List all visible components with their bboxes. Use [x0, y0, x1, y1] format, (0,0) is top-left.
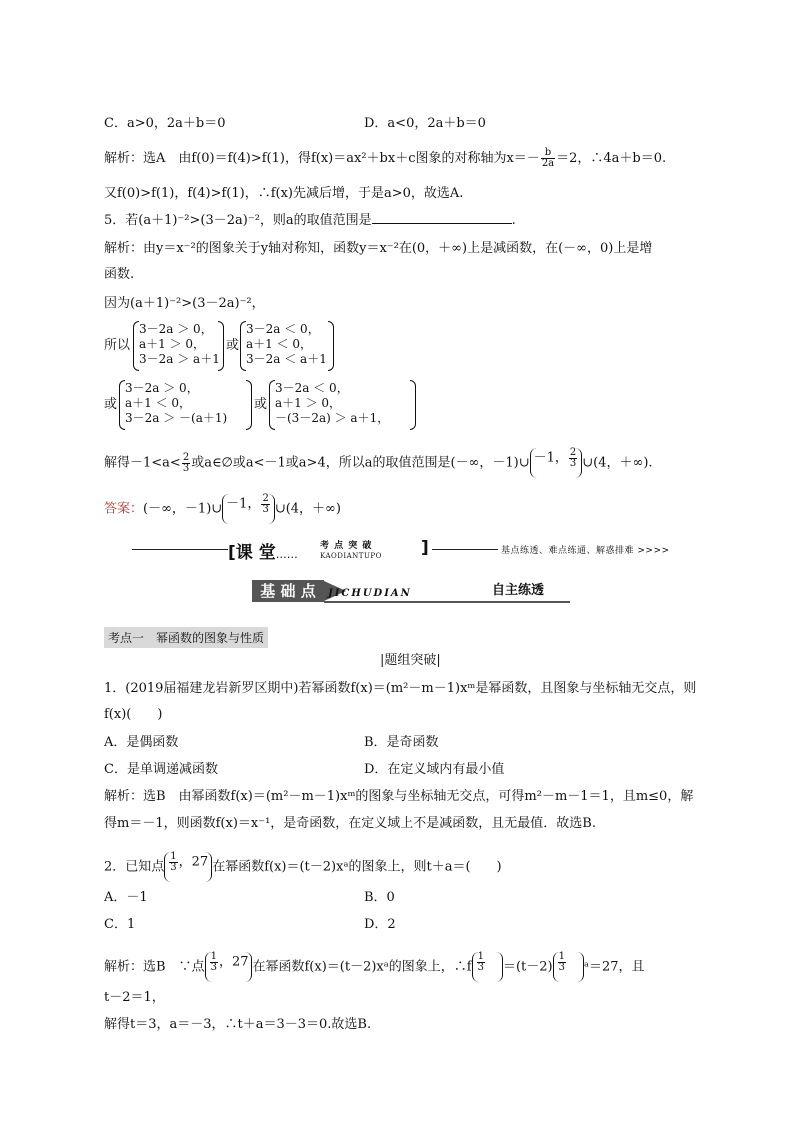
point-paren: $\frac{1}{3}$ ，27 [205, 952, 253, 982]
solution-5-line-2: 函数. [104, 267, 135, 282]
base-paren: $\frac{1}{3}$ [553, 952, 584, 982]
q1-option-d: D．在定义域内有最小值 [364, 762, 505, 777]
answer-line: 答案：(－∞，－1)∪ －1， $\frac{2}{3}$ ∪(4，＋∞) [104, 494, 341, 524]
or-label: 或 [254, 397, 268, 412]
q2-solution-1: 解析：选B ∵点 $\frac{1}{3}$ ，27 在幂函数f(x)＝(t－2)xᵃ的图象上，∴f $\frac{1}{3}$ ＝(t－2) $\frac{1}{3}$ ᵃ＝27，且 [104, 952, 645, 982]
group-title: |题组突破| [380, 653, 441, 668]
suoyi-label: 所以 [104, 338, 131, 353]
point-paren: $\frac{1}{3}$ ，27 [164, 852, 212, 882]
arg-paren: $\frac{1}{3}$ [472, 952, 503, 982]
banner-rule-right [432, 549, 498, 550]
solution-5-line-1: 解析：由y＝x⁻²的图象关于y轴对称知，函数y＝x⁻²在(0，＋∞)上是减函数，在(－∞，0)上是增 [104, 241, 653, 256]
banner-sub-cn: 考 点 突 破 [320, 541, 373, 551]
q2-solution-2: t－2＝1， [104, 990, 165, 1005]
answer-blank [372, 223, 512, 224]
interval-paren: －1， $\frac{2}{3}$ [222, 494, 275, 524]
brace [246, 380, 252, 430]
or-label: 或 [226, 338, 240, 353]
system-3: 3－2a ＞ 0， a＋1 ＜ 0， 3－2a ＞ －(a＋1) [125, 381, 228, 425]
system-4: 3－2a ＜ 0， a＋1 ＞ 0， －(3－2a) ＞ a＋1， [275, 381, 390, 425]
banner-tail: 基点练透、难点练通、解惑排难 >>>> [501, 546, 670, 556]
jichudian-en: JICHUDIAN [328, 588, 412, 599]
system-1: 3－2a ＞ 0， a＋1 ＞ 0， 3－2a ＞ a＋1 [139, 322, 220, 366]
solution-4-line-1: 解析：选A 由f(0)＝f(4)>f(1)，得f(x)＝ax²＋bx＋c图象的对称轴为x＝－ $\frac{b}{2a}$ ＝2，∴4a＋b＝0. [104, 147, 667, 169]
banner-rule-left [132, 549, 228, 550]
q1-option-b: B．是奇函数 [364, 735, 439, 750]
or-label: 或 [104, 397, 118, 412]
option-c-prev: C．a>0，2a＋b＝0 [104, 116, 226, 131]
jichudian-box: 基 础 点 [252, 580, 324, 602]
fraction: $\frac{b}{2a}$ [541, 147, 555, 169]
solution-4-line-2: 又f(0)>f(1)，f(4)>f(1)，∴f(x)先减后增，于是a>0，故选A. [104, 186, 464, 201]
banner-title: [课 堂…… [228, 543, 298, 563]
question-1-stem: 1．(2019届福建龙岩新罗区期中)若幂函数f(x)＝(m²－m－1)xᵐ是幂函数，且图象与坐标轴无交点，则 [104, 681, 697, 696]
because-line: 因为(a＋1)⁻²>(3－2a)⁻²， [104, 296, 265, 311]
q2-option-c: C．1 [104, 917, 136, 932]
question-1-stem-2: f(x)( ) [104, 707, 163, 722]
question-5: 5．若(a＋1)⁻²>(3－2a)⁻²，则a的取值范围是 . [104, 213, 516, 228]
q2-solution-3: 解得t＝3，a＝－3，∴t＋a＝3－3＝0.故选B. [104, 1017, 372, 1032]
q1-solution-1: 解析：选B 由幂函数f(x)＝(m²－m－1)xᵐ的图象与坐标轴无交点，可得m²－m－1＝1，且m≤0，解 [104, 789, 694, 804]
fraction: $\frac{2}{3}$ [182, 451, 190, 474]
self-practice: 自主练透 [492, 583, 545, 598]
banner-bracket: ] [421, 538, 429, 558]
interval-paren: －1， $\frac{2}{3}$ [530, 448, 583, 478]
question-2-stem: 2．已知点 $\frac{1}{3}$ ，27 在幂函数f(x)＝(t－2)xᵃ的图象上，则t＋a＝( ) [104, 852, 502, 882]
q1-option-a: A．是偶函数 [104, 735, 179, 750]
q1-option-c: C．是单调递减函数 [104, 762, 218, 777]
brace [218, 321, 224, 371]
banner-sub-en: KAODIANTUPO [320, 552, 382, 560]
option-d-prev: D．a<0，2a＋b＝0 [364, 116, 486, 131]
q1-solution-2: 得m＝－1，则函数f(x)＝x⁻¹，是奇函数，在定义域上不是减函数，且无最值．故选B. [104, 816, 596, 831]
jichudian-underline [324, 601, 570, 603]
brace [410, 380, 416, 430]
brace [328, 321, 334, 371]
q2-option-d: D．2 [364, 917, 396, 932]
q2-option-b: B．0 [364, 890, 395, 905]
system-2: 3－2a ＜ 0， a＋1 ＜ 0， 3－2a ＜ a＋1 [246, 322, 327, 366]
solve-line: 解得－1<a< $\frac{2}{3}$ 或a∈∅或a<－1或a>4，所以a的取值范围是(－∞，－1)∪ －1， $\frac{2}{3}$ ∪(4，＋∞). [104, 448, 653, 478]
answer-label: 答案： [104, 501, 144, 517]
section-title: 考点一 幂函数的图象与性质 [104, 627, 268, 648]
q2-option-a: A．－1 [104, 890, 148, 905]
